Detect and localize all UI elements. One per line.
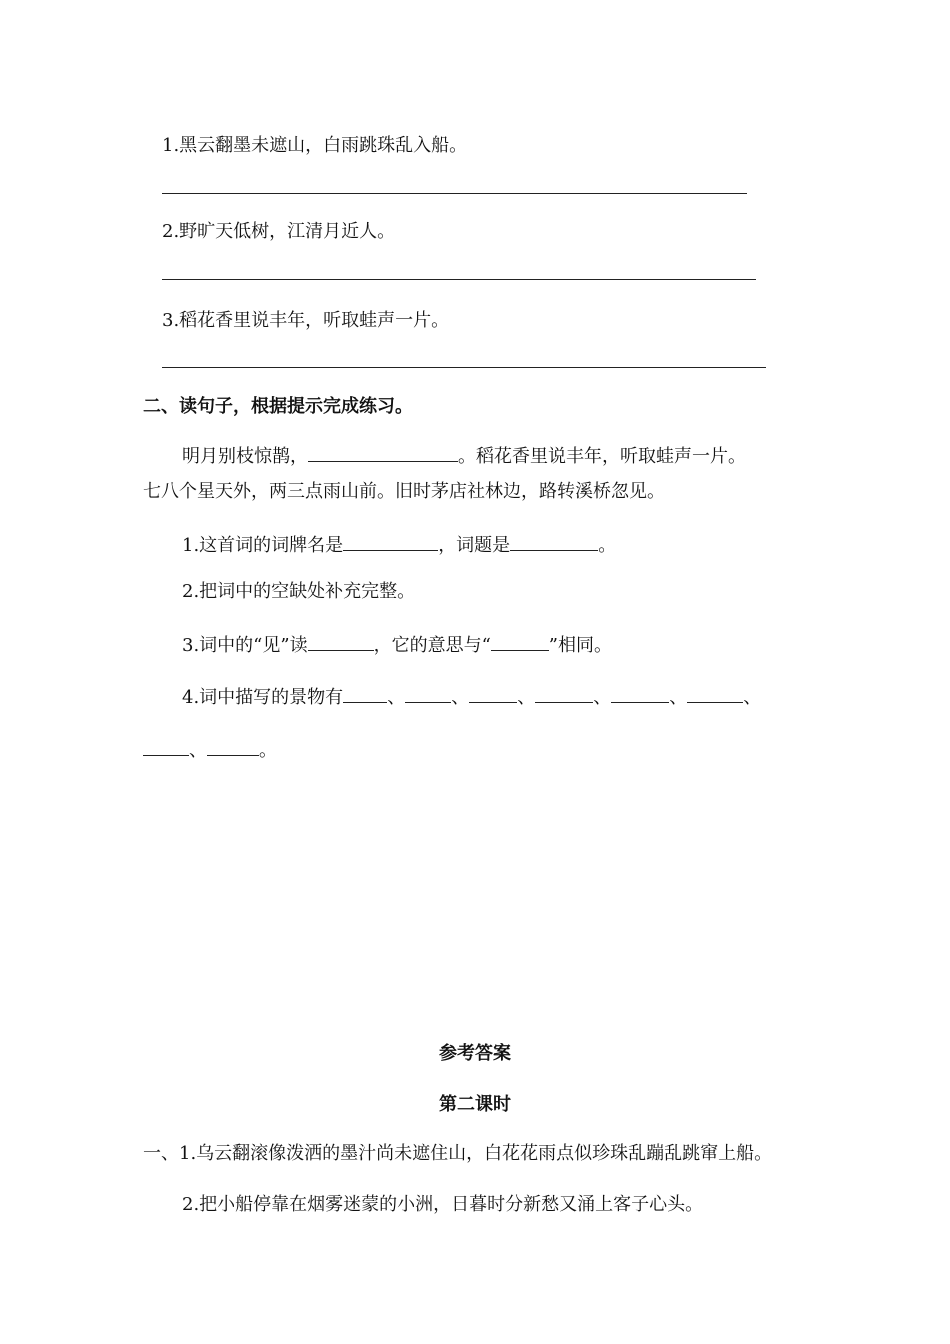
q3-text-b: ，它的意思与“ bbox=[373, 635, 491, 656]
q1-text-c: 。 bbox=[598, 535, 617, 556]
scenery-blank[interactable] bbox=[687, 684, 743, 703]
scenery-blank[interactable] bbox=[143, 737, 189, 756]
meaning-blank[interactable] bbox=[491, 632, 549, 651]
q3-text-c: ”相同。 bbox=[548, 635, 612, 656]
separator: 、 bbox=[669, 687, 688, 708]
question-item-3: 3.稻花香里说丰年，听取蛙声一片。 bbox=[162, 310, 450, 331]
question-item-1: 1.黑云翻墨未遮山，白雨跳珠乱入船。 bbox=[162, 135, 468, 156]
question-2-3 bbox=[182, 632, 612, 658]
section-heading-2: 二、读句子，根据提示完成练习。 bbox=[143, 396, 413, 417]
separator: 、 bbox=[189, 740, 207, 761]
scenery-blank[interactable] bbox=[611, 684, 669, 703]
scenery-blank[interactable] bbox=[405, 684, 451, 703]
separator: 、 bbox=[593, 687, 612, 708]
poem-line-2: 七八个星天外，两三点雨山前。旧时茅店社林边，路转溪桥忽见。 bbox=[143, 481, 665, 502]
scenery-blank[interactable] bbox=[535, 684, 593, 703]
q1-text-a: 1.这首词的词牌名是 bbox=[182, 535, 344, 556]
cipai-blank[interactable] bbox=[343, 532, 438, 551]
separator: 、 bbox=[743, 687, 762, 708]
answer-2: 2.把小船停靠在烟雾迷蒙的小洲，日暮时分新愁又涌上客子心头。 bbox=[182, 1194, 704, 1215]
citi-blank[interactable] bbox=[510, 532, 598, 551]
answers-subtitle: 第二课时 bbox=[439, 1094, 511, 1115]
scenery-blank[interactable] bbox=[469, 684, 517, 703]
poem-line-1 bbox=[182, 443, 746, 469]
question-2-4 bbox=[182, 684, 761, 710]
scenery-blank[interactable] bbox=[207, 737, 259, 756]
answer-line-3[interactable] bbox=[162, 367, 766, 368]
question-item-2: 2.野旷天低树，江清月近人。 bbox=[162, 221, 396, 242]
answer-1: 一、1.乌云翻滚像泼洒的墨汁尚未遮住山，白花花雨点似珍珠乱蹦乱跳窜上船。 bbox=[143, 1143, 773, 1164]
end-mark: 。 bbox=[259, 740, 277, 761]
pronunciation-blank[interactable] bbox=[308, 632, 374, 651]
answer-line-1[interactable] bbox=[162, 193, 747, 194]
q4-label: 4.词中描写的景物有 bbox=[182, 687, 344, 708]
separator: 、 bbox=[451, 687, 470, 708]
separator: 、 bbox=[517, 687, 536, 708]
q1-text-b: ，词题是 bbox=[438, 535, 511, 556]
poem-line-1-end: 。稻花香里说丰年，听取蛙声一片。 bbox=[458, 446, 746, 467]
separator: 、 bbox=[387, 687, 406, 708]
poem-line-1-start: 明月别枝惊鹊， bbox=[182, 446, 308, 467]
answers-title: 参考答案 bbox=[439, 1043, 511, 1064]
poem-blank[interactable] bbox=[308, 443, 458, 462]
q3-text-a: 3.词中的“见”读 bbox=[182, 635, 308, 656]
question-2-2: 2.把词中的空缺处补充完整。 bbox=[182, 581, 416, 602]
question-2-1 bbox=[182, 532, 616, 558]
question-2-4-cont bbox=[143, 737, 277, 763]
scenery-blank[interactable] bbox=[343, 684, 387, 703]
answer-line-2[interactable] bbox=[162, 279, 756, 280]
